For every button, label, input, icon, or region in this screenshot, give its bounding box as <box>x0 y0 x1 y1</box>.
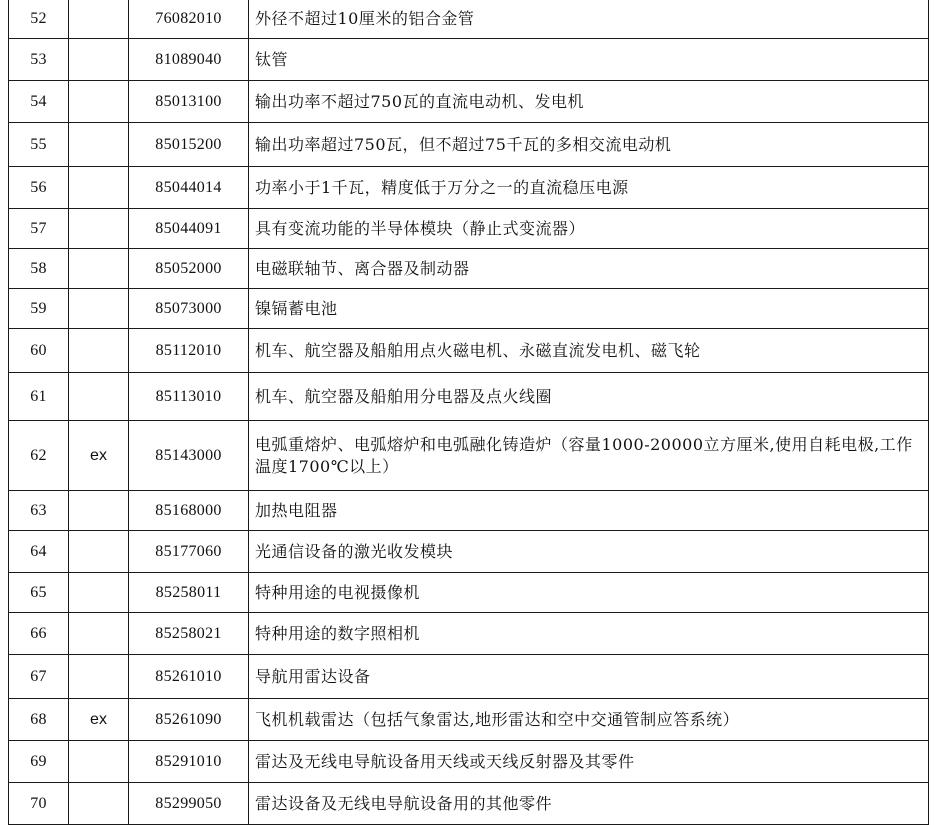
table-row <box>9 39 929 81</box>
goods-name: 输出功率不超过750瓦的直流电动机、发电机 <box>249 81 929 123</box>
ex-marker <box>69 491 129 531</box>
ex-marker: ex <box>69 699 129 741</box>
table-row <box>9 209 929 249</box>
ex-marker: ex <box>69 421 129 491</box>
table-row <box>9 699 929 741</box>
row-number: 61 <box>9 373 69 421</box>
row-number: 62 <box>9 421 69 491</box>
commodity-code: 85261010 <box>129 655 249 699</box>
table-row <box>9 491 929 531</box>
ex-marker <box>69 209 129 249</box>
table-row <box>9 741 929 783</box>
table-row <box>9 573 929 613</box>
row-number: 52 <box>9 0 69 39</box>
commodity-code: 85015200 <box>129 123 249 167</box>
goods-name: 电弧重熔炉、电弧熔炉和电弧融化铸造炉（容量1000-20000立方厘米,使用自耗电极,工作温度1700℃以上） <box>249 421 929 491</box>
commodity-code: 85258021 <box>129 613 249 655</box>
row-number: 66 <box>9 613 69 655</box>
ex-marker <box>69 329 129 373</box>
row-number: 67 <box>9 655 69 699</box>
goods-name: 输出功率超过750瓦，但不超过75千瓦的多相交流电动机 <box>249 123 929 167</box>
row-number: 68 <box>9 699 69 741</box>
commodity-code: 85291010 <box>129 741 249 783</box>
row-number: 65 <box>9 573 69 613</box>
row-number: 70 <box>9 783 69 825</box>
commodity-code: 76082010 <box>129 0 249 39</box>
goods-name: 特种用途的电视摄像机 <box>249 573 929 613</box>
row-number: 54 <box>9 81 69 123</box>
goods-name: 机车、航空器及船舶用点火磁电机、永磁直流发电机、磁飞轮 <box>249 329 929 373</box>
table-row <box>9 0 929 39</box>
goods-name: 具有变流功能的半导体模块（静止式变流器） <box>249 209 929 249</box>
goods-name: 机车、航空器及船舶用分电器及点火线圈 <box>249 373 929 421</box>
goods-name: 加热电阻器 <box>249 491 929 531</box>
commodity-code: 85143000 <box>129 421 249 491</box>
goods-name: 特种用途的数字照相机 <box>249 613 929 655</box>
commodity-code: 85177060 <box>129 531 249 573</box>
row-number: 58 <box>9 249 69 289</box>
table-row <box>9 249 929 289</box>
row-number: 60 <box>9 329 69 373</box>
row-number: 69 <box>9 741 69 783</box>
commodity-code: 85258011 <box>129 573 249 613</box>
goods-name: 导航用雷达设备 <box>249 655 929 699</box>
goods-name: 光通信设备的激光收发模块 <box>249 531 929 573</box>
commodity-code: 85261090 <box>129 699 249 741</box>
commodity-code: 85013100 <box>129 81 249 123</box>
row-number: 59 <box>9 289 69 329</box>
table-row <box>9 783 929 825</box>
table-row <box>9 289 929 329</box>
ex-marker <box>69 249 129 289</box>
commodity-code: 85112010 <box>129 329 249 373</box>
table-row <box>9 655 929 699</box>
goods-table <box>8 0 929 825</box>
ex-marker <box>69 741 129 783</box>
table-row <box>9 421 929 491</box>
commodity-code: 85168000 <box>129 491 249 531</box>
ex-marker <box>69 0 129 39</box>
ex-marker <box>69 123 129 167</box>
goods-name: 镍镉蓄电池 <box>249 289 929 329</box>
commodity-code: 85052000 <box>129 249 249 289</box>
table-row <box>9 123 929 167</box>
goods-name: 雷达及无线电导航设备用天线或天线反射器及其零件 <box>249 741 929 783</box>
table-row <box>9 373 929 421</box>
ex-marker <box>69 531 129 573</box>
commodity-code: 85044014 <box>129 167 249 209</box>
table-row <box>9 613 929 655</box>
goods-name: 钛管 <box>249 39 929 81</box>
ex-marker <box>69 613 129 655</box>
goods-name: 功率小于1千瓦，精度低于万分之一的直流稳压电源 <box>249 167 929 209</box>
ex-marker <box>69 81 129 123</box>
goods-name: 雷达设备及无线电导航设备用的其他零件 <box>249 783 929 825</box>
commodity-code: 85113010 <box>129 373 249 421</box>
table-row <box>9 531 929 573</box>
table-row <box>9 81 929 123</box>
table-row <box>9 167 929 209</box>
ex-marker <box>69 783 129 825</box>
ex-marker <box>69 39 129 81</box>
commodity-code: 81089040 <box>129 39 249 81</box>
ex-marker <box>69 573 129 613</box>
goods-name: 飞机机载雷达（包括气象雷达,地形雷达和空中交通管制应答系统） <box>249 699 929 741</box>
ex-marker <box>69 373 129 421</box>
row-number: 56 <box>9 167 69 209</box>
ex-marker <box>69 655 129 699</box>
table-row <box>9 329 929 373</box>
row-number: 63 <box>9 491 69 531</box>
row-number: 64 <box>9 531 69 573</box>
commodity-code: 85044091 <box>129 209 249 249</box>
row-number: 55 <box>9 123 69 167</box>
commodity-code: 85073000 <box>129 289 249 329</box>
goods-name: 电磁联轴节、离合器及制动器 <box>249 249 929 289</box>
row-number: 57 <box>9 209 69 249</box>
goods-name: 外径不超过10厘米的铝合金管 <box>249 0 929 39</box>
ex-marker <box>69 289 129 329</box>
row-number: 53 <box>9 39 69 81</box>
commodity-code: 85299050 <box>129 783 249 825</box>
ex-marker <box>69 167 129 209</box>
